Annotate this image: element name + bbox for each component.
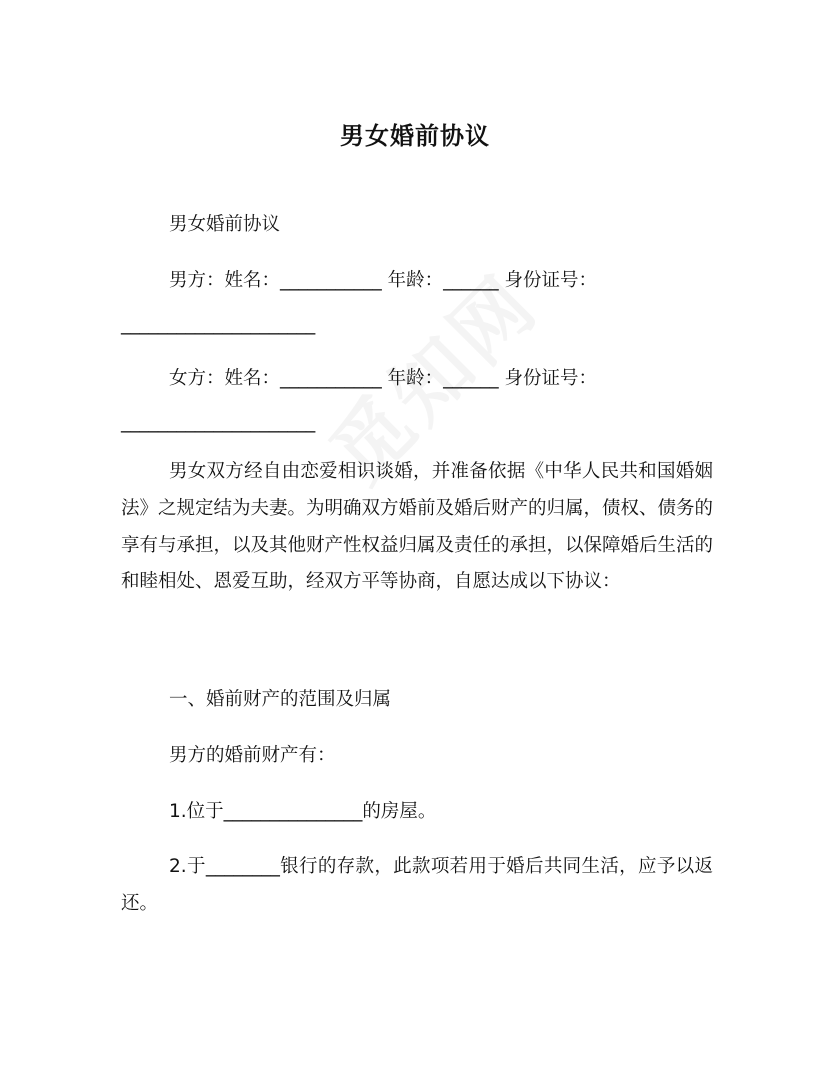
male-info-line: 男方：姓名：___________ 年龄：______ 身份证号： xyxy=(169,270,598,291)
female-id-blank: _____________________ xyxy=(121,412,316,433)
property-item-1: 1.位于_______________的房屋。 xyxy=(169,801,437,822)
document-subtitle: 男女婚前协议 xyxy=(169,214,281,235)
female-info-line: 女方：姓名：___________ 年龄：______ 身份证号： xyxy=(169,368,598,389)
male-property-heading: 男方的婚前财产有： xyxy=(169,745,336,766)
male-id-blank: _____________________ xyxy=(121,314,316,335)
preamble-paragraph: 男女双方经自由恋爱相识谈婚，并准备依据《中华人民共和国婚姻法》之规定结为夫妻。为明确双方婚前及婚后财产的归属，债权、债务的享有与承担，以及其他财产性权益归属及责任的承担，以保障婚后生活的和睦相处、恩爱互助，经双方平等协商，自愿达成以下协议： xyxy=(121,461,714,593)
property-item-2: 2.于________银行的存款，此款项若用于婚后共同生活，应予以返还。 xyxy=(121,856,713,914)
section-heading: 一、婚前财产的范围及归属 xyxy=(169,689,392,710)
document-title: 男女婚前协议 xyxy=(340,122,490,150)
